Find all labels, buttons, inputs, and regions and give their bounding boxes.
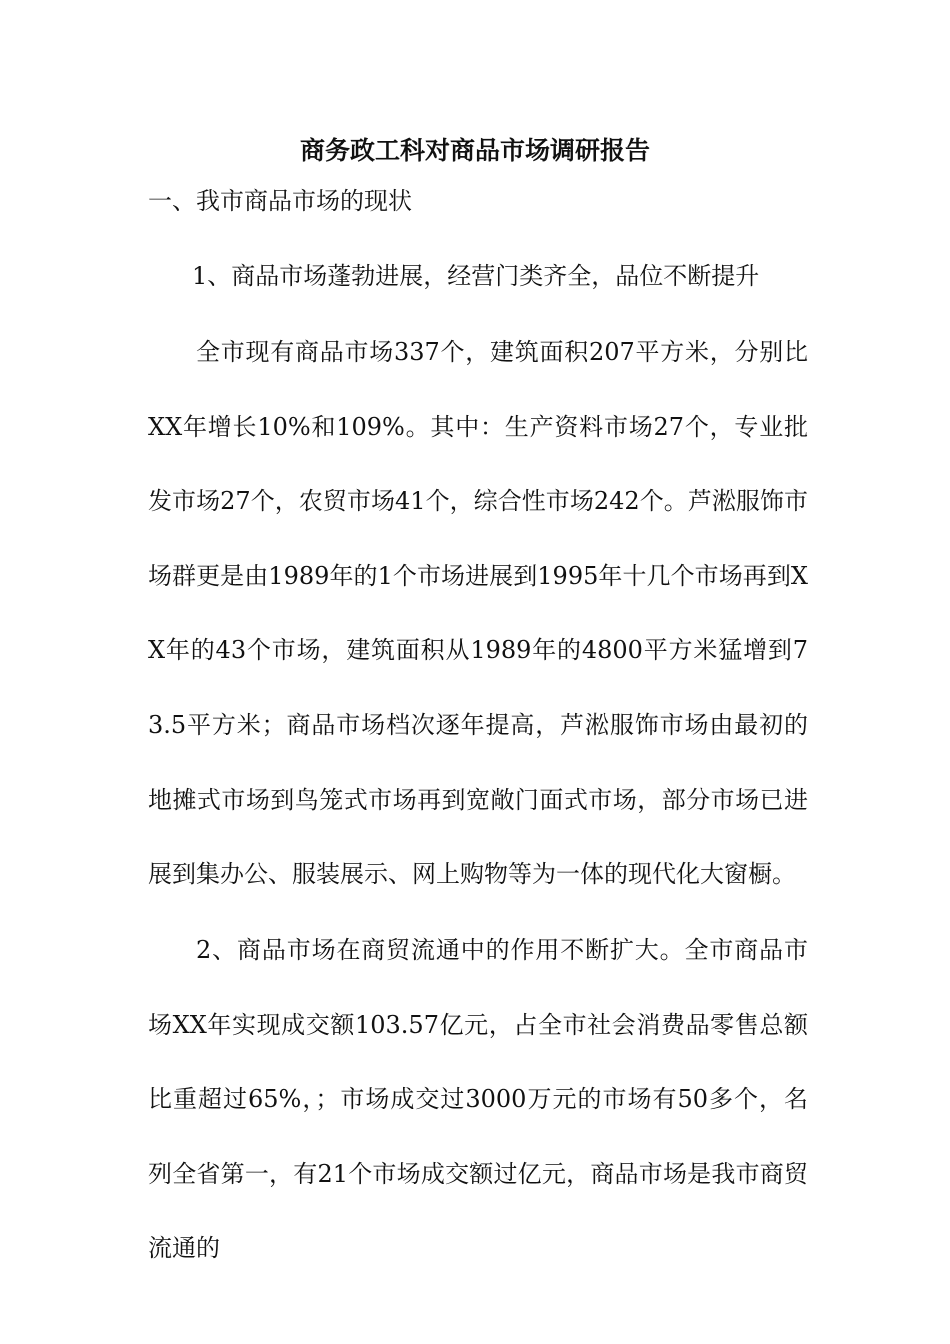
document-title: 商务政工科对商品市场调研报告	[299, 136, 650, 165]
section-heading: 一、我市商品市场的现状	[148, 187, 412, 215]
paragraph-1: 全市现有商品市场337个，建筑面积207平方米，分别比XX年增长10%和109%。其中：生产资料市场27个，专业批发市场27个，农贸市场41个，综合性市场242个。芦淞服饰市场群更是由1989年的1个市场进展到1995年十几个市场再到XX年的43个市场，建筑面积从1989年的4800平方米猛增到73.5平方米；商品市场档次逐年提高，芦淞服饰市场由最初的地摊式市场到鸟笼式市场再到宽敞门面式市场，部分市场已进展到集办公、服装展示、网上购物等为一体的现代化大窗橱。	[148, 338, 808, 889]
subheading-1: 1、商品市场蓬勃进展，经营门类齐全，品位不断提升	[192, 262, 760, 290]
paragraph-2: 2、商品市场在商贸流通中的作用不断扩大。全市商品市场XX年实现成交额103.57亿元，占全市社会消费品零售总额比重超过65%，；市场成交过3000万元的市场有50多个，名列全省第一，有21个市场成交额过亿元，商品市场是我市商贸流通的	[148, 936, 808, 1263]
